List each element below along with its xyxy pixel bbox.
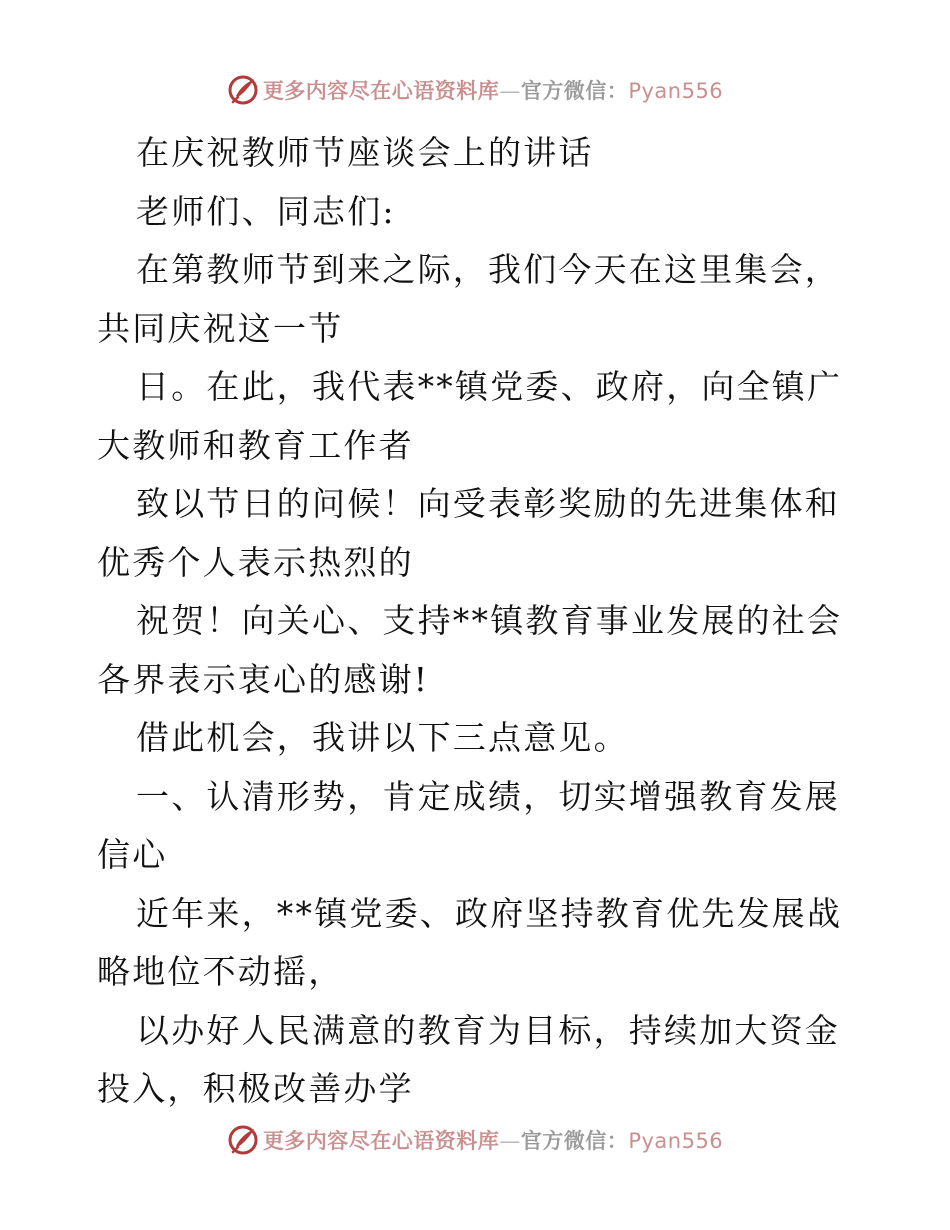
document-paragraph: 致以节日的问候！向受表彰奖励的先进集体和优秀个人表示热烈的 <box>97 484 840 582</box>
document-paragraph: 在第教师节到来之际，我们今天在这里集会，共同庆祝这一节 <box>97 250 840 348</box>
document-title: 在庆祝教师节座谈会上的讲话 <box>136 133 594 172</box>
header-banner-main: 更多内容尽在心语资料库 <box>262 79 500 103</box>
document-paragraph: 借此机会，我讲以下三点意见。 <box>136 718 629 757</box>
document-section-heading: 一、认清形势，肯定成绩，切实增强教育发展信心 <box>97 776 840 874</box>
feather-seal-logo-icon <box>227 74 259 106</box>
footer-banner-wechat-label: 官方微信： <box>520 1129 629 1153</box>
footer-banner-dash: — <box>499 1129 521 1153</box>
footer-banner-text <box>263 1125 723 1155</box>
document-paragraph: 日。在此，我代表**镇党委、政府，向全镇广大教师和教育工作者 <box>97 367 843 465</box>
footer-banner-wechat-id: Pyan556 <box>628 1129 724 1153</box>
document-paragraph: 近年来，**镇党委、政府坚持教育优先发展战略地位不动摇， <box>97 893 843 991</box>
document-salutation: 老师们、同志们: <box>136 191 396 231</box>
footer-banner <box>0 1120 950 1160</box>
document-paragraph: 祝贺！向关心、支持**镇教育事业发展的社会各界表示衷心的感谢! <box>97 601 843 699</box>
header-banner-text <box>263 75 723 105</box>
document-paragraph: 以办好人民满意的教育为目标，持续加大资金投入，积极改善办学 <box>97 1010 840 1108</box>
document-body <box>97 124 853 1119</box>
header-banner <box>0 70 950 110</box>
feather-seal-logo-icon <box>227 1124 259 1156</box>
header-banner-dash: — <box>499 79 521 103</box>
header-banner-wechat-id: Pyan556 <box>628 79 724 103</box>
header-banner-wechat-label: 官方微信： <box>520 79 629 103</box>
footer-banner-main: 更多内容尽在心语资料库 <box>262 1129 500 1153</box>
